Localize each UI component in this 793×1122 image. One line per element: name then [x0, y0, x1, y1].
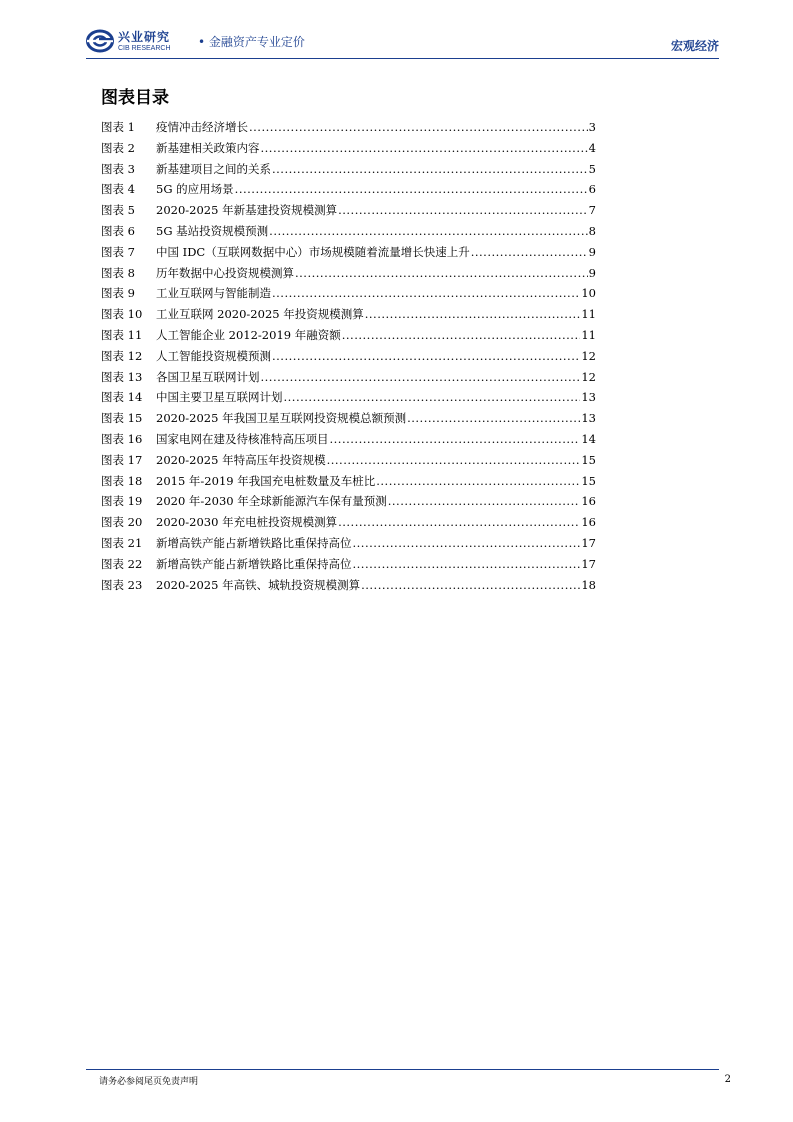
- toc-entry-page[interactable]: 10: [581, 286, 596, 301]
- toc-entry-page[interactable]: 16: [581, 515, 596, 530]
- toc-entry-page[interactable]: 14: [581, 431, 596, 446]
- toc-entry-title[interactable]: 中国主要卫星互联网计划: [156, 390, 283, 405]
- toc-entry-label: 图表 19: [101, 494, 143, 509]
- toc-entry-page[interactable]: 4: [588, 140, 596, 155]
- toc-entry-title[interactable]: 人工智能企业 2012-2019 年融资额: [156, 327, 341, 342]
- toc-entry-title[interactable]: 2020-2030 年充电桩投资规模测算: [156, 515, 338, 530]
- disclaimer-note: 请务必参阅尾页免责声明: [99, 1077, 199, 1087]
- toc-entry-title[interactable]: 2015 年-2019 年我国充电桩数量及车桩比: [156, 473, 376, 488]
- toc-entry-title[interactable]: 2020-2025 年我国卫星互联网投资规模总额预测: [156, 411, 407, 426]
- toc-entry[interactable]: [101, 408, 596, 429]
- toc-entry-page[interactable]: 8: [588, 223, 596, 238]
- toc-entry[interactable]: [101, 491, 596, 512]
- toc-entry-title[interactable]: 各国卫星互联网计划: [156, 369, 260, 384]
- toc-entry-title[interactable]: 2020-2025 年特高压年投资规模: [156, 452, 326, 467]
- toc-entry-title[interactable]: 2020 年-2030 年全球新能源汽车保有量预测: [156, 494, 387, 509]
- toc-entry-label: 图表 2: [101, 140, 135, 155]
- toc-entry-title[interactable]: 5G 的应用场景: [156, 182, 234, 197]
- toc-entry[interactable]: [101, 200, 596, 221]
- logo-chinese-name: 兴业研究: [118, 29, 171, 44]
- toc-leader-dots: [272, 283, 580, 304]
- toc-entry[interactable]: [101, 367, 596, 388]
- toc-entry[interactable]: [101, 138, 596, 159]
- toc-entry-page[interactable]: 11: [581, 327, 596, 342]
- toc-entry-label: 图表 13: [101, 369, 143, 384]
- toc-leader-dots: [261, 138, 588, 159]
- toc-leader-dots: [388, 491, 581, 512]
- header-tagline: • 金融资产专业定价: [198, 35, 305, 49]
- toc-entry-label: 图表 14: [101, 390, 143, 405]
- toc-entry-label: 图表 20: [101, 515, 143, 530]
- toc-entry-title[interactable]: 人工智能投资规模预测: [156, 348, 271, 363]
- toc-entry-label: 图表 12: [101, 348, 143, 363]
- toc-leader-dots: [272, 159, 588, 180]
- page-number: 2: [724, 1074, 731, 1085]
- toc-leader-dots: [342, 325, 581, 346]
- toc-entry-title[interactable]: 历年数据中心投资规模测算: [156, 265, 294, 280]
- toc-leader-dots: [353, 533, 581, 554]
- toc-entry[interactable]: [101, 159, 596, 180]
- toc-entry[interactable]: [101, 512, 596, 533]
- toc-entry-page[interactable]: 18: [581, 577, 596, 592]
- table-of-figures: [101, 117, 596, 595]
- toc-leader-dots: [376, 471, 580, 492]
- toc-entry-label: 图表 1: [101, 120, 135, 134]
- toc-entry-label: 图表 15: [101, 411, 143, 426]
- toc-entry[interactable]: [101, 346, 596, 367]
- toc-entry-label: 图表 11: [101, 327, 143, 342]
- toc-entry-page[interactable]: 9: [588, 244, 596, 259]
- toc-entry-page[interactable]: 12: [581, 348, 596, 363]
- toc-entry[interactable]: [101, 325, 596, 346]
- header-divider: [86, 58, 719, 59]
- toc-entry-page[interactable]: 15: [581, 452, 596, 467]
- toc-entry-page[interactable]: 5: [588, 161, 596, 176]
- toc-entry-page[interactable]: 16: [581, 494, 596, 509]
- toc-leader-dots: [471, 242, 588, 263]
- toc-entry-page[interactable]: 17: [581, 535, 596, 550]
- toc-entry[interactable]: [101, 117, 596, 138]
- toc-entry-label: 图表 9: [101, 286, 135, 301]
- cib-logo-icon: [86, 29, 114, 53]
- toc-entry-page[interactable]: 11: [581, 307, 596, 322]
- header-section-name: 宏观经济: [670, 39, 719, 53]
- toc-entry-page[interactable]: 3: [588, 120, 596, 134]
- toc-entry[interactable]: [101, 242, 596, 263]
- toc-entry-title[interactable]: 新基建相关政策内容: [156, 140, 260, 155]
- toc-entry-label: 图表 7: [101, 244, 135, 259]
- toc-entry-title[interactable]: 新增高铁产能占新增铁路比重保持高位: [156, 556, 352, 571]
- toc-entry-page[interactable]: 12: [581, 369, 596, 384]
- toc-entry-page[interactable]: 13: [581, 390, 596, 405]
- toc-entry-label: 图表 22: [101, 556, 143, 571]
- toc-entry-page[interactable]: 17: [581, 556, 596, 571]
- toc-entry[interactable]: [101, 533, 596, 554]
- logo-english-name: CIB RESEARCH: [118, 44, 171, 52]
- toc-leader-dots: [261, 367, 581, 388]
- toc-entry-label: 图表 3: [101, 161, 135, 176]
- toc-entry-title[interactable]: 5G 基站投资规模预测: [156, 223, 269, 238]
- toc-entry[interactable]: [101, 283, 596, 304]
- toc-leader-dots: [284, 387, 581, 408]
- toc-entry-label: 图表 17: [101, 452, 143, 467]
- toc-entry-label: 图表 10: [101, 307, 143, 322]
- toc-leader-dots: [338, 200, 588, 221]
- toc-entry-label: 图表 21: [101, 535, 143, 550]
- logo: [86, 26, 171, 56]
- toc-leader-dots: [249, 117, 588, 138]
- toc-entry-title[interactable]: 2020-2025 年新基建投资规模测算: [156, 203, 338, 218]
- toc-entry-title[interactable]: 2020-2025 年高铁、城轨投资规模测算: [156, 577, 361, 592]
- toc-leader-dots: [235, 179, 588, 200]
- toc-entry-page[interactable]: 9: [588, 265, 596, 280]
- toc-leader-dots: [353, 554, 581, 575]
- toc-leader-dots: [295, 263, 588, 284]
- toc-entry[interactable]: [101, 575, 596, 596]
- toc-leader-dots: [365, 304, 581, 325]
- toc-entry-label: 图表 23: [101, 577, 143, 592]
- toc-leader-dots: [327, 450, 581, 471]
- toc-entry[interactable]: [101, 387, 596, 408]
- toc-entry[interactable]: [101, 263, 596, 284]
- toc-entry-title[interactable]: 工业互联网 2020-2025 年投资规模测算: [156, 307, 364, 322]
- toc-entry-label: 图表 8: [101, 265, 135, 280]
- toc-entry[interactable]: [101, 304, 596, 325]
- toc-entry-title[interactable]: 新基建项目之间的关系: [156, 161, 271, 176]
- toc-entry-label: 图表 18: [101, 473, 143, 488]
- toc-entry-label: 图表 5: [101, 203, 135, 218]
- toc-leader-dots: [361, 575, 580, 596]
- toc-leader-dots: [338, 512, 580, 533]
- toc-entry-page[interactable]: 15: [581, 473, 596, 488]
- toc-leader-dots: [272, 346, 580, 367]
- toc-leader-dots: [269, 221, 588, 242]
- toc-entry-title[interactable]: 中国 IDC（互联网数据中心）市场规模随着流量增长快速上升: [156, 244, 470, 259]
- page-header: [86, 26, 719, 60]
- toc-heading: 图表目录: [101, 88, 169, 108]
- toc-leader-dots: [407, 408, 580, 429]
- toc-entry-page[interactable]: 6: [588, 182, 596, 197]
- toc-entry-title[interactable]: 新增高铁产能占新增铁路比重保持高位: [156, 535, 352, 550]
- toc-entry-label: 图表 4: [101, 182, 135, 197]
- toc-entry[interactable]: [101, 554, 596, 575]
- toc-entry[interactable]: [101, 179, 596, 200]
- toc-entry-page[interactable]: 7: [588, 203, 596, 218]
- toc-entry[interactable]: [101, 221, 596, 242]
- toc-entry[interactable]: [101, 429, 596, 450]
- toc-entry-label: 图表 6: [101, 223, 135, 238]
- toc-entry-page[interactable]: 13: [581, 411, 596, 426]
- toc-entry[interactable]: [101, 450, 596, 471]
- toc-entry[interactable]: [101, 471, 596, 492]
- toc-entry-title[interactable]: 工业互联网与智能制造: [156, 286, 271, 301]
- toc-entry-title[interactable]: 疫情冲击经济增长: [156, 120, 248, 134]
- toc-entry-title[interactable]: 国家电网在建及待核准特高压项目: [156, 431, 329, 446]
- toc-leader-dots: [330, 429, 581, 450]
- footer-divider: [86, 1069, 719, 1070]
- toc-entry-label: 图表 16: [101, 431, 143, 446]
